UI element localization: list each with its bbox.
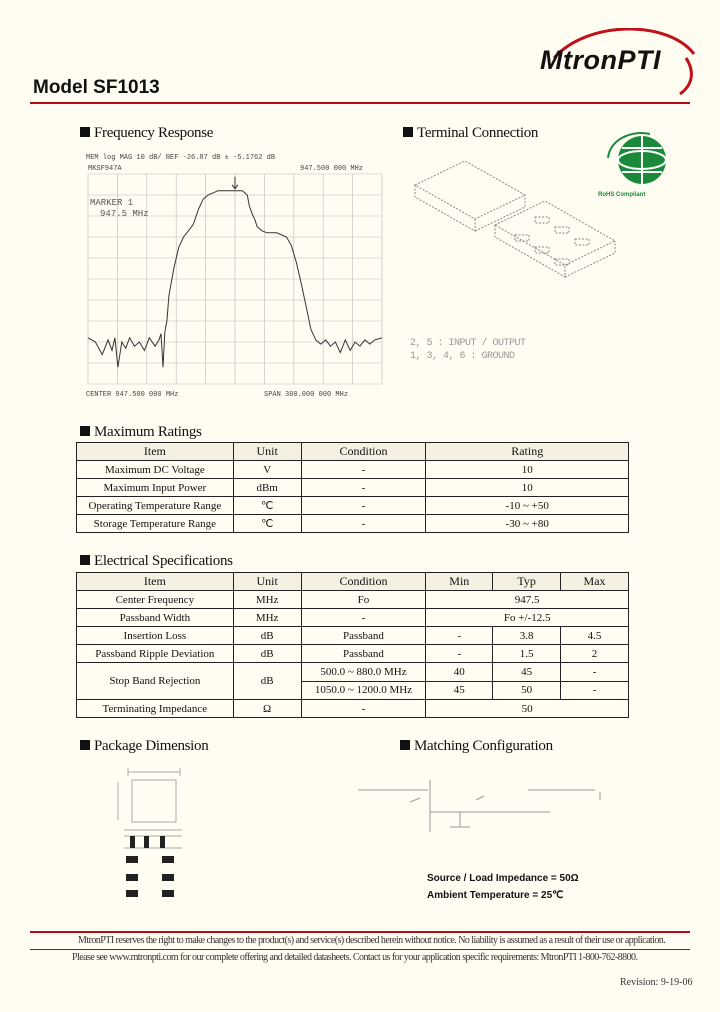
table-cell: dB: [233, 627, 301, 645]
table-cell: ℃: [233, 515, 301, 533]
footer-contact: Please see www.mtronpti.com for our complete offering and detailed datasheets. Contact us for your application specific requirements: MtronPTI 1-800-762-8800.: [72, 952, 638, 963]
table-cell: 45: [493, 663, 561, 682]
electrical-specifications-table: [76, 572, 629, 718]
table-cell: 3.8: [493, 627, 561, 645]
table-row: [77, 700, 629, 718]
table-cell: 1050.0 ~ 1200.0 MHz: [301, 681, 426, 700]
table-cell: Fo: [301, 591, 426, 609]
table-header: Max: [561, 573, 629, 591]
table-header-row: [77, 443, 629, 461]
table-cell: dBm: [233, 479, 301, 497]
table-row: [77, 609, 629, 627]
table-cell: -: [426, 645, 493, 663]
footer-divider-bottom: [30, 949, 690, 950]
table-row: [77, 515, 629, 533]
bullet-square-icon: [80, 740, 90, 750]
footer-divider-top: [30, 931, 690, 933]
table-cell: -10 ~ +50: [426, 497, 629, 515]
table-cell: dB: [233, 645, 301, 663]
table-cell: -: [301, 497, 426, 515]
table-row: [77, 645, 629, 663]
brand-logo: MtronPTI: [540, 45, 661, 75]
section-title-package-dimension: Package Dimension: [80, 738, 208, 755]
chart-header-line2-left: MKSF947A: [88, 165, 122, 173]
table-cell: Terminating Impedance: [77, 700, 234, 718]
table-header: Rating: [426, 443, 629, 461]
table-header: Unit: [233, 573, 301, 591]
table-cell: Passband Width: [77, 609, 234, 627]
table-cell: MHz: [233, 591, 301, 609]
table-cell: -: [301, 479, 426, 497]
table-cell: MHz: [233, 609, 301, 627]
table-cell: dB: [233, 663, 301, 700]
table-cell: 2: [561, 645, 629, 663]
table-header: Condition: [301, 443, 426, 461]
bullet-square-icon: [80, 426, 90, 436]
table-header: Unit: [233, 443, 301, 461]
table-cell: -: [301, 461, 426, 479]
table-cell: -: [561, 681, 629, 700]
table-cell: Maximum Input Power: [77, 479, 234, 497]
table-cell: Storage Temperature Range: [77, 515, 234, 533]
table-cell: Stop Band Rejection: [77, 663, 234, 700]
table-header: Item: [77, 573, 234, 591]
table-cell: -: [426, 627, 493, 645]
table-header: Typ: [493, 573, 561, 591]
footer-disclaimer: MtronPTI reserves the right to make changes to the product(s) and service(s) described herein without notice. No liability is assumed as a result of their use or application.: [78, 935, 666, 946]
chart-xlabel-left: CENTER 947.500 000 MHz: [86, 391, 179, 398]
section-title-electrical-specifications: Electrical Specifications: [80, 553, 233, 570]
table-cell: Center Frequency: [77, 591, 234, 609]
page-title: Model SF1013: [33, 77, 160, 98]
table-cell: -: [561, 663, 629, 682]
chart-header-line2-right: 947.500 000 MHz: [300, 165, 364, 173]
table-cell: 1.5: [493, 645, 561, 663]
table-cell: Ω: [233, 700, 301, 718]
table-cell: -30 ~ +80: [426, 515, 629, 533]
ambient-temperature-note: Ambient Temperature = 25℃: [427, 890, 564, 901]
table-row: [77, 591, 629, 609]
table-cell: 500.0 ~ 880.0 MHz: [301, 663, 426, 682]
table-cell: Operating Temperature Range: [77, 497, 234, 515]
table-cell: 10: [426, 479, 629, 497]
table-cell: Passband Ripple Deviation: [77, 645, 234, 663]
maximum-ratings-table: [76, 442, 629, 533]
source-load-impedance-note: Source / Load Impedance = 50Ω: [427, 873, 579, 884]
table-row: [77, 479, 629, 497]
bullet-square-icon: [400, 740, 410, 750]
table-header-row: [77, 573, 629, 591]
table-cell: Passband: [301, 645, 426, 663]
package-dimension-drawing: [110, 762, 200, 922]
table-cell: V: [233, 461, 301, 479]
table-row: [77, 627, 629, 645]
table-cell: Fo +/-12.5: [426, 609, 629, 627]
chart-marker-value: 947.5 MHz: [100, 209, 149, 219]
table-cell: 45: [426, 681, 493, 700]
table-cell: Maximum DC Voltage: [77, 461, 234, 479]
table-header: Min: [426, 573, 493, 591]
chart-xlabel-right: SPAN 300.000 000 MHz: [264, 391, 349, 398]
table-cell: 50: [493, 681, 561, 700]
bullet-square-icon: [80, 127, 90, 137]
table-header: Condition: [301, 573, 426, 591]
table-header: Item: [77, 443, 234, 461]
revision-date: Revision: 9-19-06: [620, 977, 693, 988]
rohs-badge-label: RoHS Compliant: [598, 192, 646, 198]
table-cell: 50: [426, 700, 629, 718]
section-title-matching-configuration: Matching Configuration: [400, 738, 553, 755]
table-cell: 40: [426, 663, 493, 682]
matching-circuit-diagram: [350, 772, 610, 842]
table-cell: Insertion Loss: [77, 627, 234, 645]
table-cell: 10: [426, 461, 629, 479]
bullet-square-icon: [80, 555, 90, 565]
table-cell: 947.5: [426, 591, 629, 609]
frequency-response-chart: [86, 150, 384, 398]
chart-header-line1: MEM log MAG 10 dB/ REF -26.87 dB ± -5.1762 dB: [86, 154, 276, 162]
table-row: [77, 663, 629, 682]
table-row: [77, 461, 629, 479]
table-cell: 4.5: [561, 627, 629, 645]
table-cell: ℃: [233, 497, 301, 515]
section-title-maximum-ratings: Maximum Ratings: [80, 424, 202, 441]
table-cell: -: [301, 700, 426, 718]
terminal-package-drawing: [405, 155, 635, 295]
bullet-square-icon: [403, 127, 413, 137]
chart-marker-label: MARKER 1: [90, 198, 134, 208]
table-row: [77, 497, 629, 515]
header-divider: [30, 102, 690, 104]
table-cell: Passband: [301, 627, 426, 645]
table-cell: -: [301, 515, 426, 533]
chart-marker-icon: [232, 177, 238, 189]
section-title-frequency-response: Frequency Response: [80, 125, 213, 142]
terminal-pin-ground: 1, 3, 4, 6 : GROUND: [410, 351, 515, 362]
section-title-terminal-connection: Terminal Connection: [403, 125, 538, 142]
terminal-pin-io: 2, 5 : INPUT / OUTPUT: [410, 338, 526, 349]
table-cell: -: [301, 609, 426, 627]
